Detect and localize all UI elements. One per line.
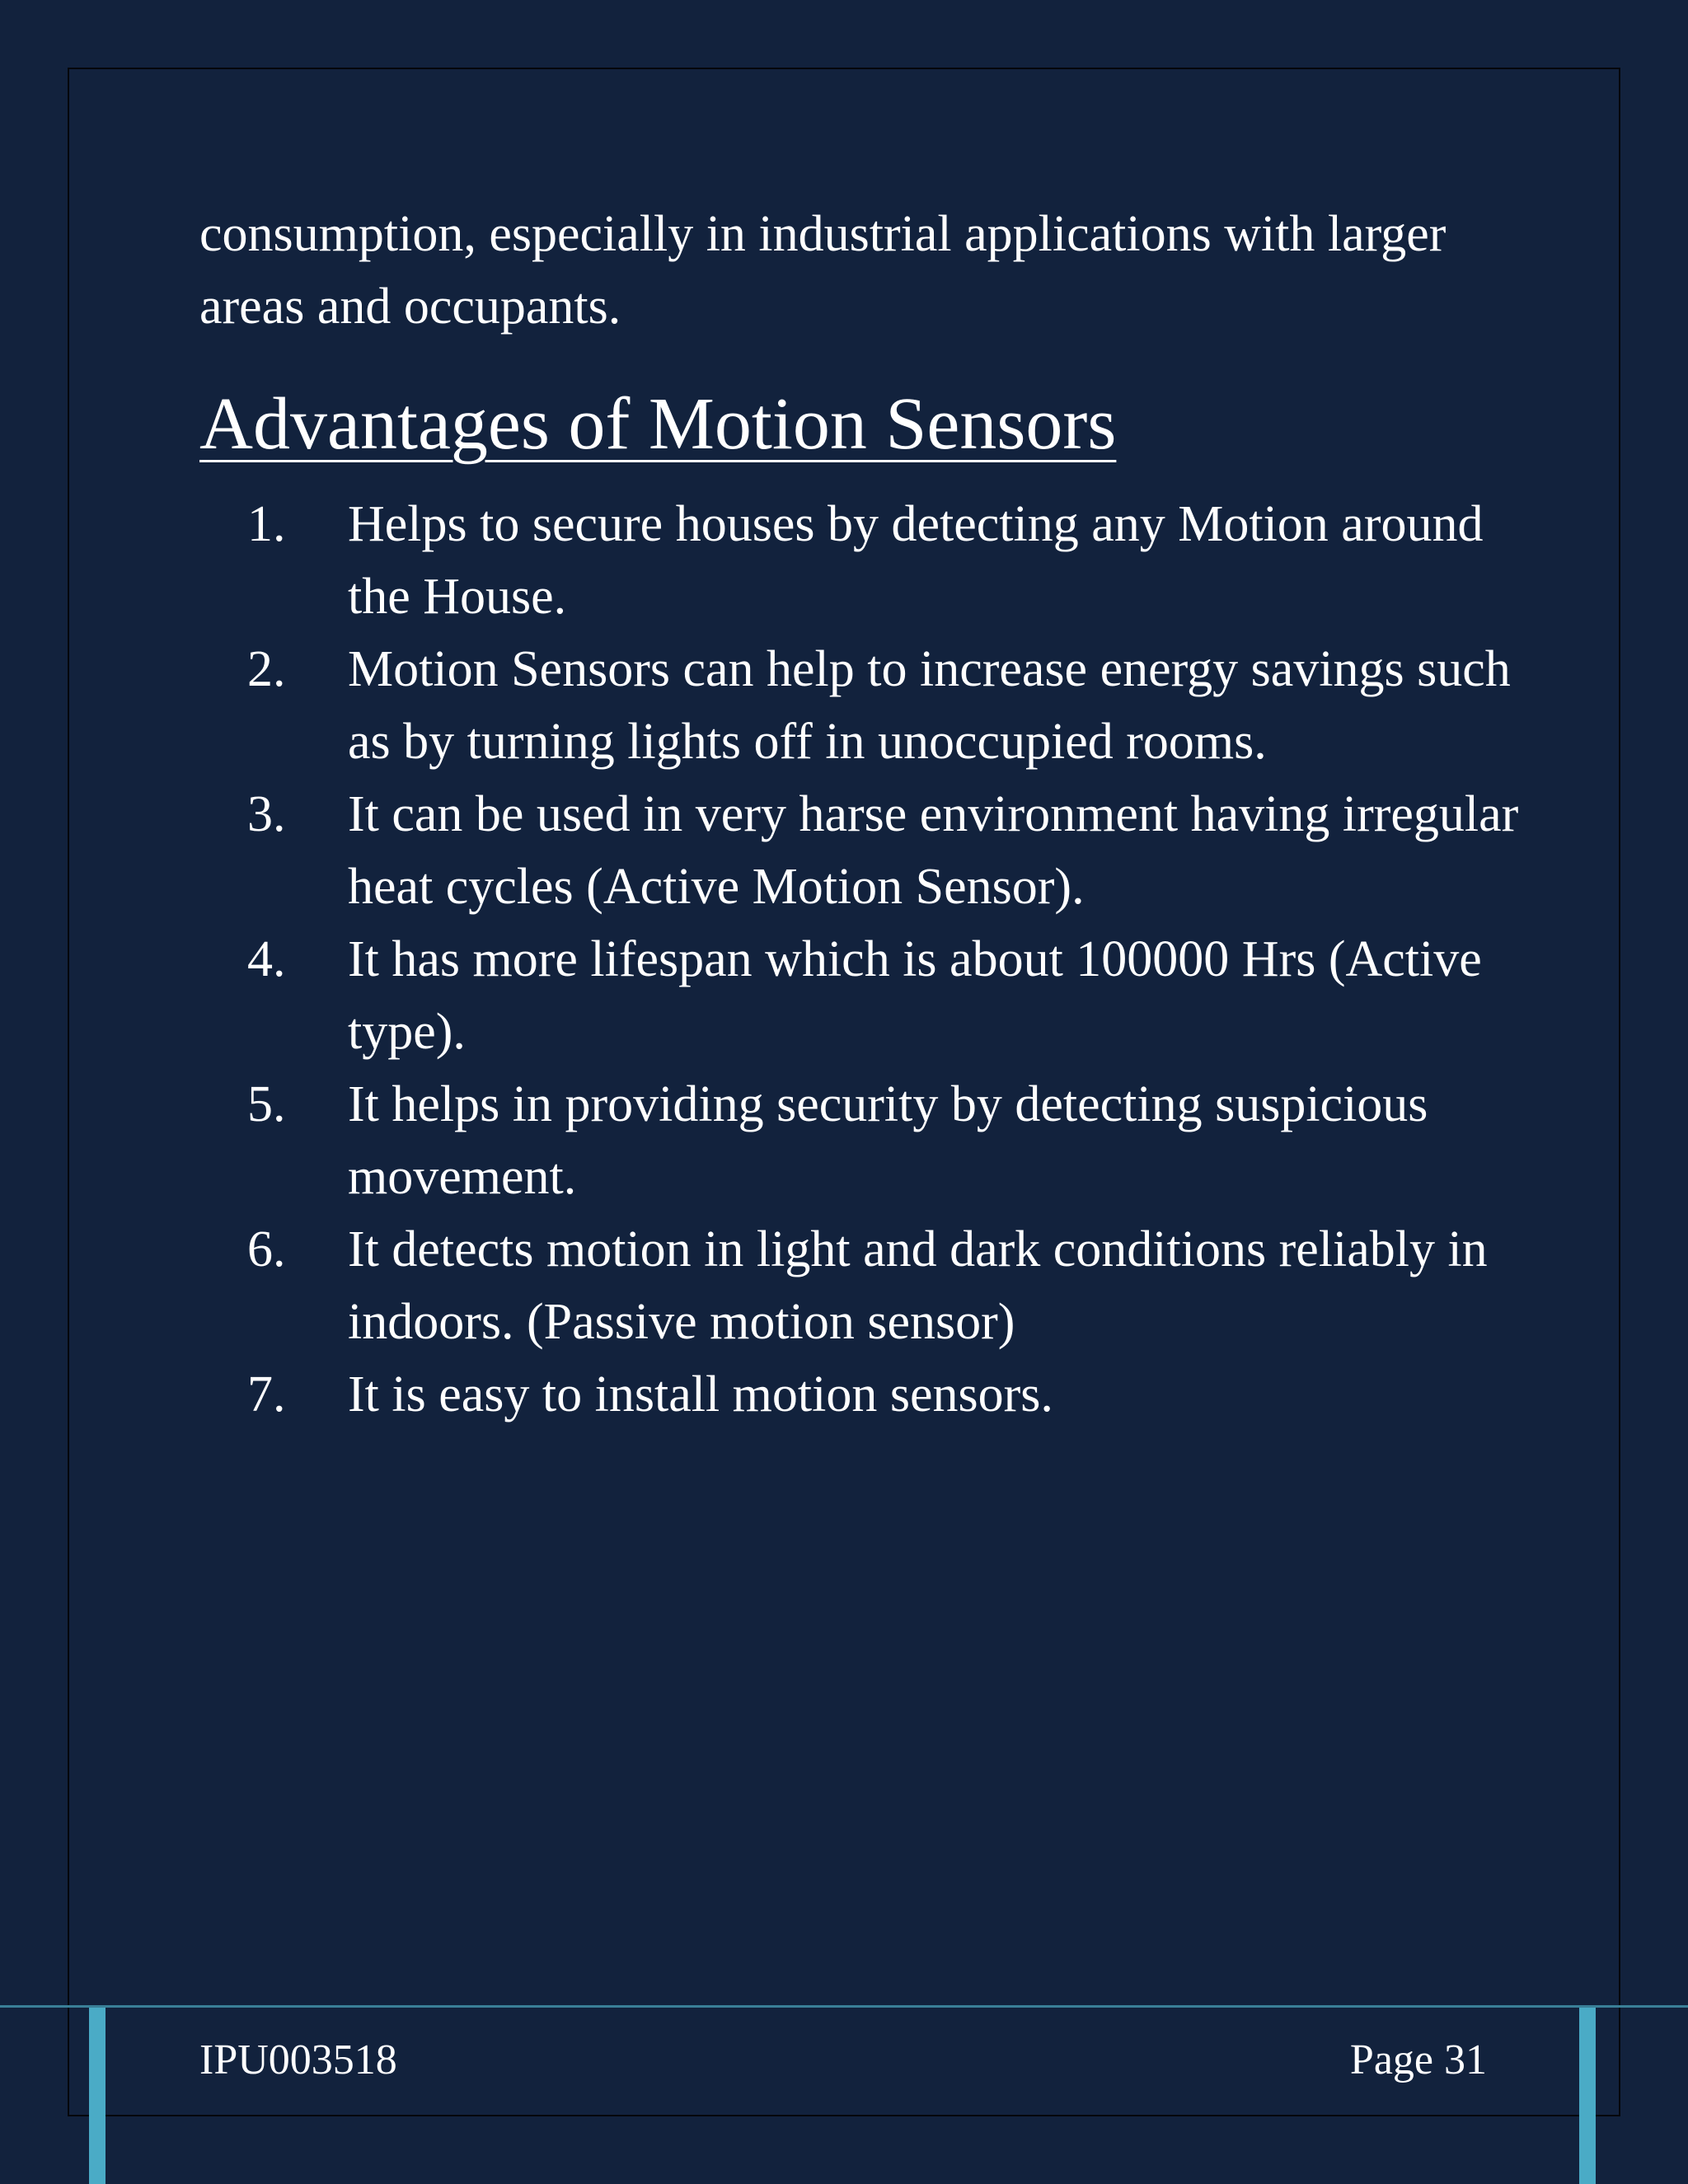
list-item: [199, 1213, 1535, 1358]
list-item: [199, 488, 1535, 633]
list-item-text: Motion Sensors can help to increase energy savings such as by turning lights off in unoccupied rooms.: [348, 641, 1511, 770]
footer-page-number: Page 31: [1349, 2036, 1487, 2083]
list-item-number: 1.: [247, 496, 286, 552]
list-item: [199, 633, 1535, 778]
list-item-number: 3.: [247, 786, 286, 842]
list-item: [199, 778, 1535, 923]
list-item: [199, 1068, 1535, 1213]
list-item-text: It is easy to install motion sensors.: [348, 1366, 1053, 1422]
advantages-list: [199, 488, 1535, 1431]
list-item: [199, 923, 1535, 1068]
list-item-text: It detects motion in light and dark conditions reliably in indoors. (Passive motion sensor): [348, 1221, 1488, 1350]
list-item-text: Helps to secure houses by detecting any Motion around the House.: [348, 496, 1484, 625]
list-item-number: 2.: [247, 641, 286, 697]
list-item-number: 7.: [247, 1366, 286, 1422]
list-item-number: 4.: [247, 931, 286, 987]
list-item-text: It can be used in very harse environment having irregular heat cycles (Active Motion Sensor).: [348, 786, 1519, 915]
footer-right-bar: [1579, 2008, 1596, 2184]
list-item: [199, 1358, 1535, 1431]
list-item-text: It helps in providing security by detecting suspicious movement.: [348, 1076, 1428, 1205]
footer-left-bar: [89, 2008, 106, 2184]
list-item-number: 5.: [247, 1076, 286, 1132]
list-item-text: It has more lifespan which is about 100000 Hrs (Active type).: [348, 931, 1482, 1060]
list-item-number: 6.: [247, 1221, 286, 1277]
intro-paragraph: consumption, especially in industrial applications with larger areas and occupants.: [199, 206, 1447, 335]
footer-divider: [0, 2005, 1688, 2008]
footer-document-code: IPU003518: [199, 2036, 397, 2083]
document-content: [199, 198, 1535, 1431]
section-heading: Advantages of Motion Sensors: [199, 383, 1117, 465]
